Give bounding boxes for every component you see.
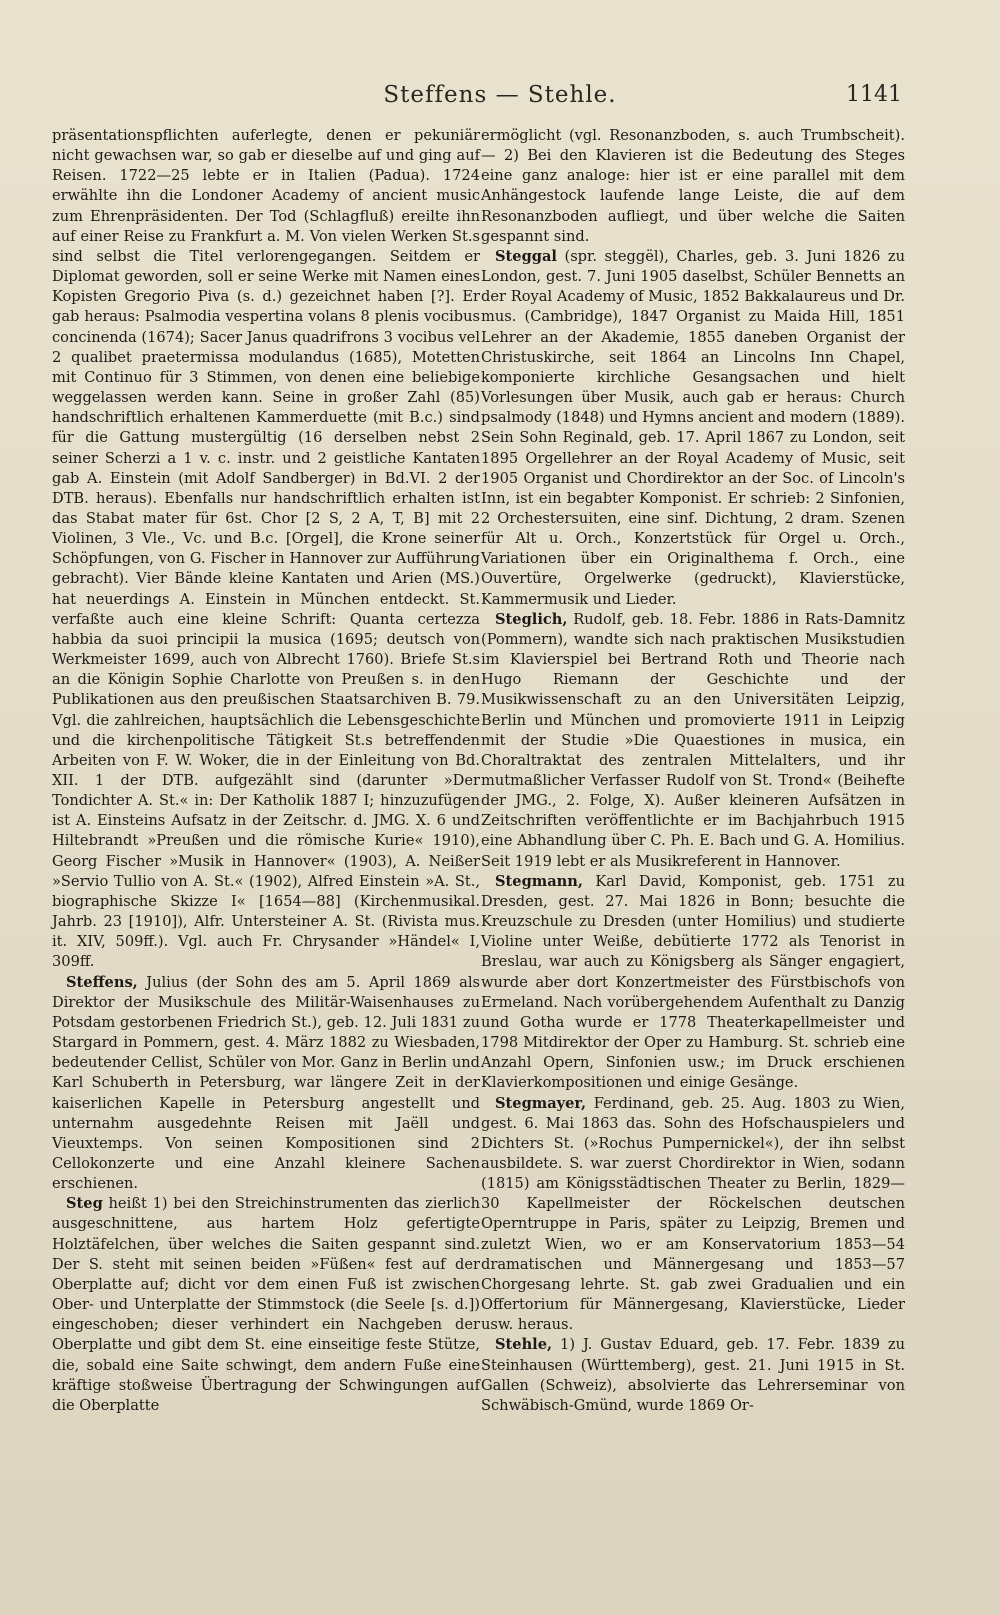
entry-headword: Stegmann,: [495, 872, 583, 890]
entry-steffens: [52, 973, 480, 1195]
entry-stegmayer: [481, 1094, 905, 1336]
entry-text: (spr. steggël), Charles, geb. 3. Juni 1826 zu London, gest. 7. Juni 1905 daselbst, Schüler Bennetts an der Royal Academy of Music, 1852 Bakkalaureus und Dr. mus. (Cambridge), 1847 Organist zu Maida Hill, 1851 Lehrer an der Akademie, 1855 daneben Organist der Christuskirche, seit 1864 an Lincolns Inn Chapel, komponierte kirchliche Gesangsachen und hielt Vorlesungen über Musik, auch gab er heraus: Church psalmody (1848) und Hymns ancient and modern (1889). Sein Sohn Reginald, geb. 17. April 1867 zu London, seit 1895 Orgellehrer an der Royal Academy of Music, seit 1905 Organist und Chordirektor an der Soc. of Lincoln's Inn, ist ein begabter Komponist. Er schrieb: 2 Sinfonien, 2 Orchestersuiten, eine sinf. Dichtung, 2 dram. Szenen für Alt u. Orch., Konzertstück für Orgel u. Orch., Variationen über ein Originalthema f. Orch., eine Ouvertüre, Orgelwerke (gedruckt), Klavierstücke, Kammermusik und Lieder.: [481, 247, 906, 608]
entry-text: Julius (der Sohn des am 5. April 1869 als Direktor der Musikschule des Militär-Waisenhauses zu Potsdam gestorbenen Friedrich St.), geb. 12. Juli 1831 zu Stargard in Pommern, gest. 4. März 1882 zu Wiesbaden, bedeutender Cellist, Schüler von Mor. Ganz in Berlin und Karl Schuberth in Petersburg, war längere Zeit in der kaiserlichen Kapelle in Petersburg angestellt und unternahm ausgedehnte Reisen mit Jaëll und Vieuxtemps. Von seinen Kompositionen sind 2 Cellokonzerte und eine Anzahl kleinere Sachen erschienen.: [52, 973, 481, 1193]
entry-stehle: [481, 1335, 905, 1416]
entry-text: 1) J. Gustav Eduard, geb. 17. Febr. 1839 zu Steinhausen (Württemberg), gest. 21. Juni 1915 in St. Gallen (Schweiz), absolvierte das Lehrerseminar von Schwäbisch-Gmünd, wurde 1869 Or-: [481, 1336, 906, 1414]
page-number: 1141: [846, 82, 902, 107]
entry-text: heißt 1) bei den Streichinstrumenten das zierlich ausgeschnittene, aus hartem Holz gefertigte Holztäfelchen, über welches die Saiten gespannt sind. Der S. steht mit seinen beiden »Füßen« fest auf der Oberplatte auf; dicht vor dem einen Fuß ist zwischen Ober- und Unterplatte der Stimmstock (die Seele [s. d.]) eingeschoben; dieser verhindert ein Nachgeben der Oberplatte und gibt dem St. eine einseitige feste Stütze, die, sobald eine Saite schwingt, dem andern Fuße eine kräftige stoßweise Übertragung der Schwingungen auf die Oberplatte: [52, 1195, 481, 1414]
right-column: [481, 126, 905, 1416]
entry-steg: [52, 1194, 480, 1416]
continued-entry-text: ermöglicht (vgl. Resonanzboden, s. auch Trumbscheit). — 2) Bei den Klavieren ist die Bedeutung des Steges eine ganz analoge: hier ist er eine parallel mit dem Anhängestock laufende lange Leiste, die auf dem Resonanzboden aufliegt, und über welche die Saiten gespannt sind.: [481, 127, 905, 245]
left-column: [52, 126, 480, 1416]
entry-text: Ferdinand, geb. 25. Aug. 1803 zu Wien, gest. 6. Mai 1863 das. Sohn des Hofschauspielers und Dichters St. (»Rochus Pumpernickel«), der ihn selbst ausbildete. S. war zuerst Chordirektor in Wien, sodann (1815) am Königsstädtischen Theater zu Berlin, 1829—30 Kapellmeister der Röckelschen deutschen Operntruppe in Paris, später zu Leipzig, Bremen und zuletzt Wien, wo er am Konservatorium 1853—54 dramatischen und Männergesang und 1853—57 Chorgesang lehrte. St. gab zwei Gradualien und ein Offertorium für Männergesang, Klavierstücke, Lieder usw. heraus.: [481, 1094, 905, 1334]
running-title: Steffens — Stehle.: [383, 82, 617, 108]
entry-headword: Stegmayer,: [495, 1094, 587, 1112]
entry-headword: Steglich,: [495, 610, 568, 628]
continued-entry-text: präsentationspflichten auferlegte, denen er pekuniär nicht gewachsen war, so gab er dieselbe auf und ging auf Reisen. 1722—25 lebte er in Italien (Padua). 1724 erwählte ihn die Londoner Academy of ancient music zum Ehrenpräsidenten. Der Tod (Schlagfluß) ereilte ihn auf einer Reise zu Frankfurt a. M. Von vielen Werken St.s sind selbst die Titel verlorengegangen. Seitdem er Diplomat geworden, soll er seine Werke mit Namen eines Kopisten Gregorio Piva (s. d.) gezeichnet haben [?]. Er gab heraus: Psalmodia vespertina volans 8 plenis vocibus concinenda (1674); Sacer Janus quadrifrons 3 vocibus vel 2 qualibet praetermissa modulandus (1685), Motetten mit Continuo für 3 Stimmen, von denen eine beliebige weggelassen werden kann. Seine in großer Zahl (85) handschriftlich erhaltenen Kammerduette (mit B.c.) sind für die Gattung mustergültig (16 derselben nebst 2 seiner Scherzi a 1 v. c. instr. und 2 geistliche Kantaten gab A. Einstein (mit Adolf Sandberger) in Bd.VI. 2 der DTB. heraus). Ebenfalls nur handschriftlich erhalten ist das Stabat mater für 6st. Chor [2 S, 2 A, T, B] mit 2 Violinen, 3 Vle., Vc. und B.c. [Orgel], die Krone seiner Schöpfungen, von G. Fischer in Hannover zur Aufführung gebracht). Vier Bände kleine Kantaten und Arien (MS.) hat neuerdings A. Einstein in München entdeckt. St. verfaßte auch eine kleine Schrift: Quanta certezza habbia da suoi principii la musica (1695; deutsch von Werkmeister 1699, auch von Albrecht 1760). Briefe St.s an die Königin Sophie Charlotte von Preußen s. in den Publikationen aus den preußischen Staatsarchiven B. 79. Vgl. die zahlreichen, hauptsächlich die Lebensgeschichte und die kirchenpolitische Tätigkeit St.s betreffenden Arbeiten von F. W. Woker, die in der Einleitung von Bd. XII. 1 der DTB. aufgezählt sind (darunter »Der Tondichter A. St.« in: Der Katholik 1887 I; hinzuzufügen ist A. Einsteins Aufsatz in der Zeitschr. d. JMG. X. 6 und Hiltebrandt »Preußen und die römische Kurie« 1910), Georg Fischer »Musik in Hannover« (1903), A. Neißer »Servio Tullio von A. St.« (1902), Alfred Einstein »A. St., biographische Skizze I« [1654—88] (Kirchenmusikal. Jahrb. 23 [1910]), Alfr. Untersteiner A. St. (Rivista mus. it. XIV, 509ff.). Vgl. auch Fr. Chrysander »Händel« I, 309ff.: [52, 127, 480, 971]
entry-stegmann: [481, 872, 905, 1094]
entry-steggal: [481, 247, 905, 610]
entry-headword: Steggal: [495, 247, 557, 265]
entry-headword: Steg: [66, 1195, 103, 1213]
entry-headword: Steffens,: [66, 973, 138, 991]
entry-steglich: [481, 610, 905, 872]
entry-headword: Stehle,: [495, 1336, 553, 1354]
entry-text: Rudolf, geb. 18. Febr. 1886 in Rats-Damnitz (Pommern), wandte sich nach praktischen Musikstudien im Klavierspiel bei Bertrand Roth und Theorie nach Hugo Riemann der Geschichte und der Musikwissenschaft zu an den Universitäten Leipzig, Berlin und München und promovierte 1911 in Leipzig mit der Studie »Die Quaestiones in musica, ein Choraltraktat des zentralen Mittelalters, und ihr mutmaßlicher Verfasser Rudolf von St. Trond« (Beihefte der JMG., 2. Folge, X). Außer kleineren Aufsätzen in Zeitschriften veröffentlichte er im Bachjahrbuch 1915 eine Abhandlung über C. Ph. E. Bach und G. A. Homilius. Seit 1919 lebt er als Musikreferent in Hannover.: [481, 610, 905, 870]
entry-text: Karl David, Komponist, geb. 1751 zu Dresden, gest. 27. Mai 1826 in Bonn; besuchte die Kreuzschule zu Dresden (unter Homilius) und studierte Violine unter Weiße, debütierte 1772 als Tenorist in Breslau, war auch zu Königsberg als Sänger engagiert, wurde aber dort Konzertmeister des Fürstbischofs von Ermeland. Nach vorübergehendem Aufenthalt zu Danzig und Gotha wurde er 1778 Theaterkapellmeister und 1798 Mitdirektor der Oper zu Hamburg. St. schrieb eine Anzahl Opern, Sinfonien usw.; im Druck erschienen Klavierkompositionen und einige Gesänge.: [481, 872, 906, 1092]
